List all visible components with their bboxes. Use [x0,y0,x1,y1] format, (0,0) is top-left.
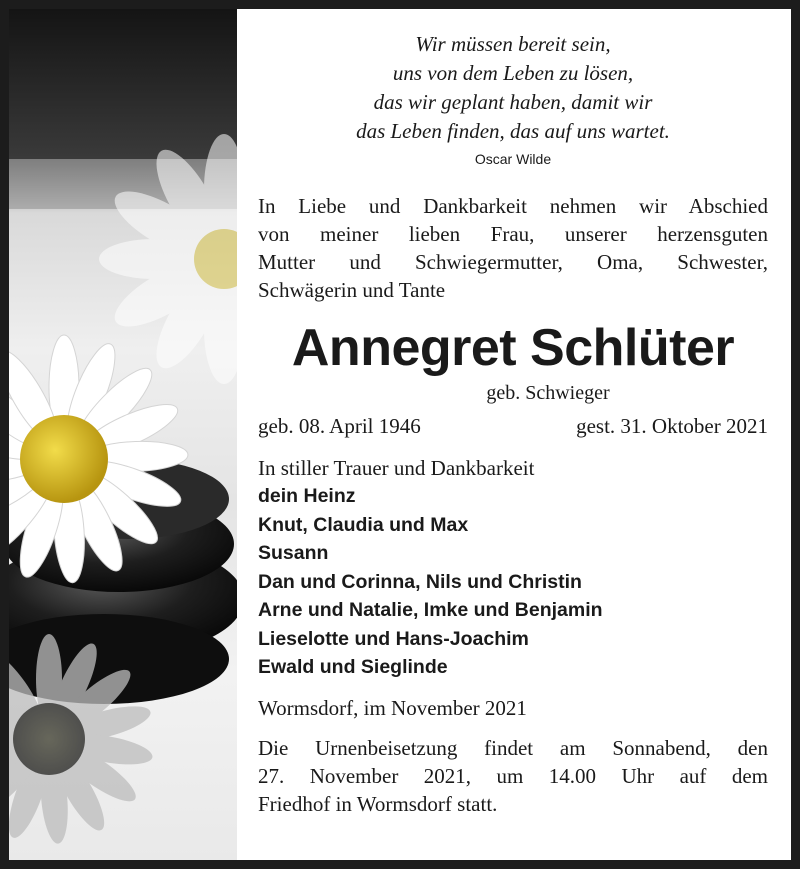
intro-line: Mutter und Schwiegermutter, Oma, Schwester, [258,250,768,274]
mourner-item: Susann [258,542,329,564]
mourners-intro: In stiller Trauer und Dankbarkeit [258,456,535,480]
intro-line: Schwägerin und Tante [258,278,446,302]
deceased-name: Annegret Schlüter [291,319,735,377]
quote-line: das wir geplant haben, damit wir [373,90,653,114]
quote-line: das Leben finden, das auf uns wartet. [356,119,670,143]
funeral-line: 27. November 2021, um 14.00 Uhr auf dem [258,763,768,788]
life-dates [258,412,768,440]
quote-line: uns von dem Leben zu lösen, [392,61,634,85]
obituary-text [258,30,768,818]
funeral-notice [258,734,768,818]
quote-line: Wir müssen bereit sein, [415,32,611,56]
mourner-item: Lieselotte und Hans-Joachim [258,627,529,650]
mourner-item: Dan und Corinna, Nils und Christin [258,570,582,593]
quote [258,30,768,170]
mourner-item: Arne und Natalie, Imke und Benjamin [258,599,603,621]
funeral-line: Friedhof in Wormsdorf statt. [258,791,498,816]
birth-name: geb. Schwieger [486,382,610,404]
funeral-line: Die Urnenbeisetzung findet am Sonnabend, den [258,735,768,760]
quote-author: Oscar Wilde [474,151,552,167]
death-date: gest. 31. Oktober 2021 [576,414,768,438]
mourners-list [258,482,768,682]
intro-text [258,192,768,304]
intro-line: In Liebe und Dankbarkeit nehmen wir Abschied [258,194,768,218]
daisy-stones-illustration [9,9,237,860]
mourner-item: Ewald und Sieglinde [258,656,448,678]
mourner-item: Knut, Claudia und Max [258,513,469,536]
place-date: Wormsdorf, im November 2021 [258,695,527,720]
daisy-photo [9,9,237,860]
birth-date: geb. 08. April 1946 [258,414,421,438]
mourner-item: dein Heinz [258,485,356,507]
intro-line: von meiner lieben Frau, unserer herzensguten [258,222,768,246]
